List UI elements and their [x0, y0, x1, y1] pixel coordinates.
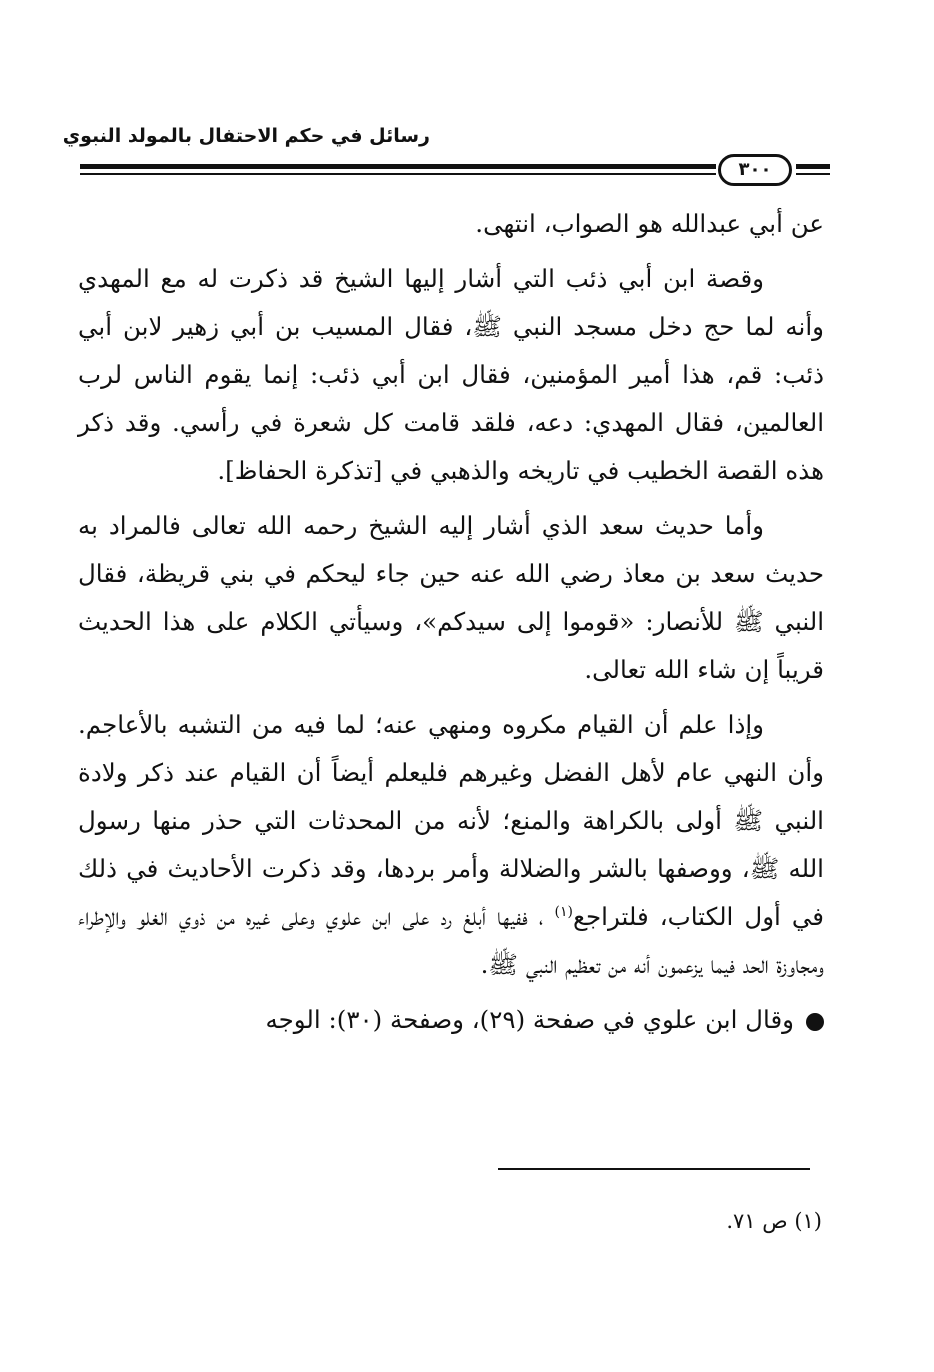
header-rule-thin	[80, 173, 716, 175]
body-text	[78, 200, 824, 1051]
footnote-reference[interactable]: (١)	[554, 903, 573, 920]
paragraph-1: عن أبي عبدالله هو الصواب، انتهى.	[475, 209, 824, 238]
paragraph-4-text-a: وإذا علم أن القيام مكروه ومنهي عنه؛ لما فيه من التشبه بالأعاجم. وأن النهي عام لأهل الفضل وغيرهم فليعلم أيضاً أن القيام عند ذكر ولادة النبي ﷺ أولى بالكراهة والمنع؛ لأنه من المحدثات التي حذر منها رسول الله ﷺ، ووصفها بالشر والضلالة وأمر بردها، وقد ذكرت الأحاديث في ذلك في أول الكتاب، فلتراجع	[78, 710, 824, 931]
header-rule-thick	[80, 164, 716, 169]
page-number: ٣٠٠	[718, 154, 792, 186]
header-rule-right-thin	[796, 173, 830, 175]
footnote: (١) ص ٧١.	[726, 1209, 822, 1233]
paragraph-3: وأما حديث سعد الذي أشار إليه الشيخ رحمه الله تعالى فالمراد به حديث سعد بن معاذ رضي الله عنه حين جاء ليحكم في بني قريظة، فقال النبي ﷺ للأنصار: «قوموا إلى سيدكم»، وسيأتي الكلام على هذا الحديث قريباً إن شاء الله تعالى.	[78, 511, 824, 684]
paragraph-4	[78, 701, 824, 989]
paragraph-5	[78, 996, 824, 1044]
paragraph-4-text-b: ، ففيها أبلغ رد على ابن علوي وعلى غيره من ذوي الغلو والإطراء ومجاوزة الحد فيما يزعمون أنه من تعظيم النبي ﷺ.	[78, 902, 824, 979]
bullet-icon	[806, 1013, 824, 1031]
paragraph-2: وقصة ابن أبي ذئب التي أشار إليها الشيخ قد ذكرت له مع المهدي وأنه لما حج دخل مسجد النبي ﷺ، فقال المسيب بن أبي زهير لابن أبي ذئب: قم، هذا أمير المؤمنين، فقال ابن أبي ذئب: إنما يقوم الناس لرب العالمين، فقال المهدي: دعه، فلقد قامت كل شعرة في رأسي. وقد ذكر هذه القصة الخطيب في تاريخه والذهبي في [تذكرة الحفاظ].	[78, 264, 824, 485]
running-header-title: رسائل في حكم الاحتفال بالمولد النبوي	[62, 125, 430, 147]
paragraph-5-text: وقال ابن علوي في صفحة (٢٩)، وصفحة (٣٠): الوجه	[265, 1005, 794, 1034]
header-rule-right-thick	[796, 164, 830, 169]
footnote-separator	[498, 1168, 810, 1170]
